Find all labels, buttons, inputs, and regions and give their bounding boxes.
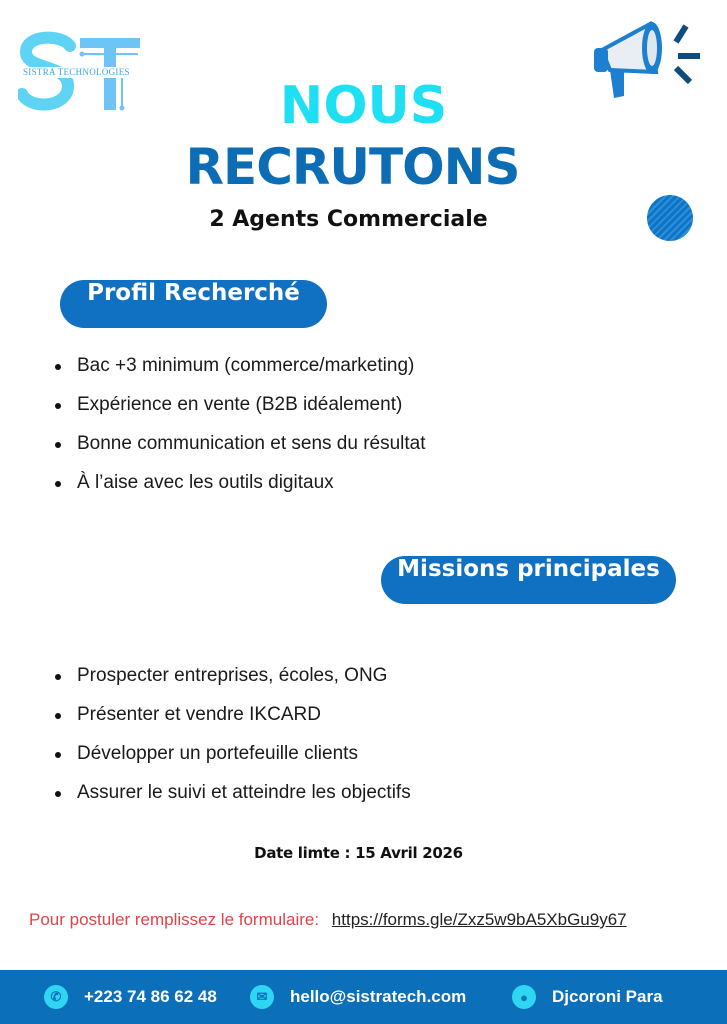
email-address[interactable]: hello@sistratech.com (290, 987, 467, 1006)
list-item: Bonne communication et sens du résultat (52, 431, 426, 470)
list-item: Expérience en vente (B2B idéalement) (52, 392, 426, 431)
profil-heading: Profil Recherché (60, 280, 327, 328)
apply-line (29, 910, 627, 930)
footer-phone (44, 985, 217, 1009)
apply-form-link[interactable]: https://forms.gle/Zxz5w9bA5XbGu9y67 (331, 910, 627, 929)
list-item: Assurer le suivi et atteindre les objectifs (52, 780, 411, 819)
email-icon: ✉ (250, 985, 274, 1009)
deadline: Date limte : 15 Avril 2026 (254, 844, 463, 862)
footer-location (512, 985, 663, 1009)
location-pin-icon: ● (512, 985, 536, 1009)
headline-recrutons: RECRUTONS (185, 138, 520, 196)
missions-heading: Missions principales (381, 556, 676, 604)
list-item: À l’aise avec les outils digitaux (52, 470, 426, 509)
profil-list (52, 353, 426, 509)
list-item: Prospecter entreprises, écoles, ONG (52, 663, 411, 702)
phone-icon: ✆ (44, 985, 68, 1009)
contact-footer (0, 970, 727, 1024)
location-text: Djcoroni Para (552, 987, 663, 1006)
footer-email (250, 985, 466, 1009)
list-item: Bac +3 minimum (commerce/marketing) (52, 353, 426, 392)
position-subtitle: 2 Agents Commerciale (209, 207, 488, 232)
logo-text: SISTRA TECHNOLOGIES (23, 67, 130, 77)
phone-number: +223 74 86 62 48 (84, 987, 217, 1006)
list-item: Développer un portefeuille clients (52, 741, 411, 780)
apply-label: Pour postuler remplissez le formulaire: (29, 910, 320, 929)
missions-list (52, 663, 411, 819)
list-item: Présenter et vendre IKCARD (52, 702, 411, 741)
headline-nous: NOUS (279, 76, 448, 136)
